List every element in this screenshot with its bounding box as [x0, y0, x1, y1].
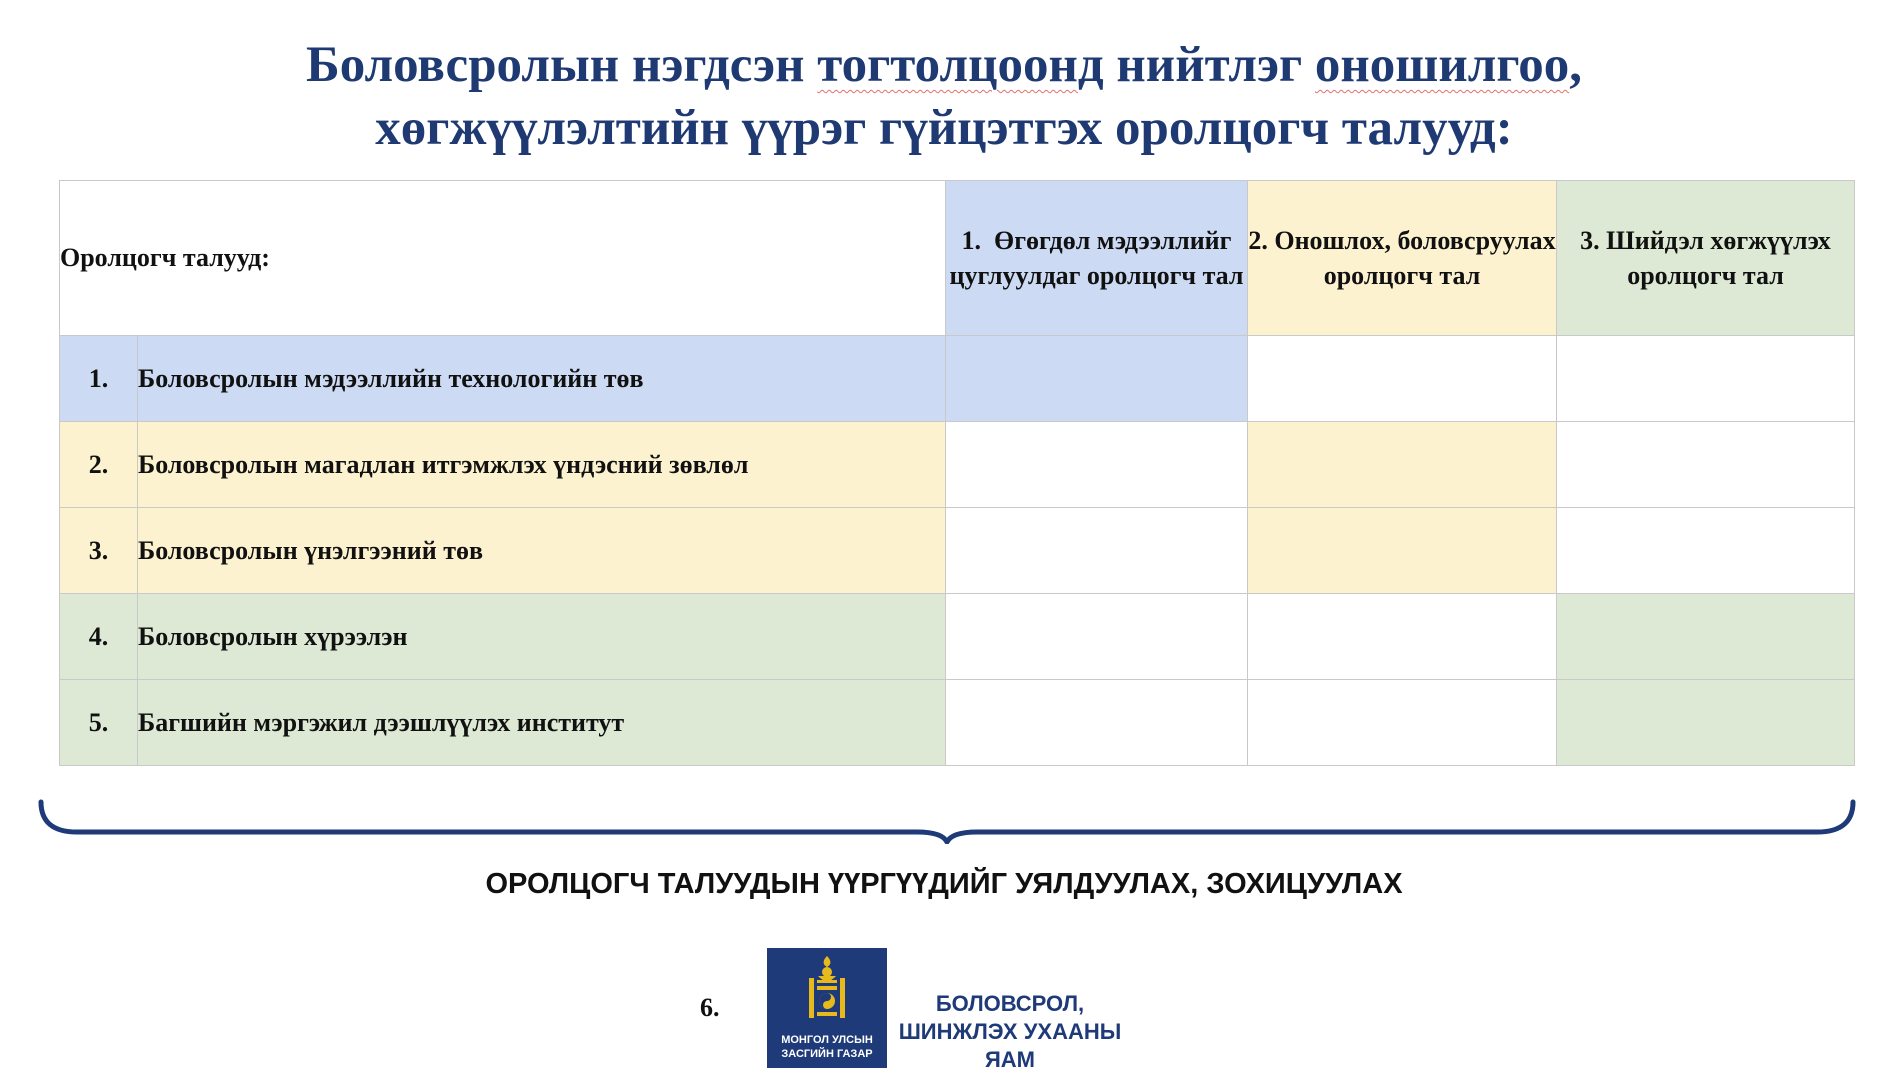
logo-caption-line-1: МОНГОЛ УЛСЫН — [781, 1034, 873, 1046]
cell — [1248, 422, 1557, 508]
table-row — [60, 422, 1855, 508]
column-header-2: 2. Оношлох, боловсруулах оролцогч тал — [1248, 181, 1557, 336]
table-row — [60, 508, 1855, 594]
page-number: 6. — [700, 993, 720, 1022]
ministry-name: БОЛОВСРОЛ, ШИНЖЛЭХ УХААНЫ ЯАМ — [898, 991, 1122, 1072]
cell — [1557, 680, 1855, 766]
stakeholder-table — [59, 180, 1855, 766]
row-name: Багшийн мэргэжил дээшлүүлэх институт — [138, 680, 946, 766]
row-name: Боловсролын үнэлгээний төв — [138, 508, 946, 594]
cell — [1557, 508, 1855, 594]
row-number: 4. — [60, 594, 138, 680]
row-number: 3. — [60, 508, 138, 594]
cell — [1248, 594, 1557, 680]
government-emblem-logo — [767, 948, 887, 1068]
curly-brace-icon — [37, 798, 1857, 844]
logo-caption-line-2: ЗАСГИЙН ГАЗАР — [781, 1048, 873, 1060]
table-row — [60, 336, 1855, 422]
row-number: 2. — [60, 422, 138, 508]
page-title — [0, 34, 1888, 160]
cell — [1557, 422, 1855, 508]
cell — [1557, 336, 1855, 422]
table-header-row — [60, 181, 1855, 336]
table-row — [60, 680, 1855, 766]
cell — [946, 336, 1248, 422]
cell — [946, 422, 1248, 508]
corner-label: Оролцогч талууд: — [60, 181, 946, 336]
column-header-1: 1. Өгөгдөл мэдээллийг цуглуулдаг оролцогч тал — [946, 181, 1248, 336]
row-name: Боловсролын магадлан итгэмжлэх үндэсний зөвлөл — [138, 422, 946, 508]
cell — [1557, 594, 1855, 680]
coordination-caption: ОРОЛЦОГЧ ТАЛУУДЫН ҮҮРГҮҮДИЙГ УЯЛДУУЛАХ, ЗОХИЦУУЛАХ — [485, 868, 1403, 900]
table-row — [60, 594, 1855, 680]
spellcheck-word: тогтолцоонд — [817, 37, 1104, 93]
cell — [1248, 336, 1557, 422]
row-name: Боловсролын мэдээллийн технологийн төв — [138, 336, 946, 422]
cell — [946, 594, 1248, 680]
row-name: Боловсролын хүрээлэн — [138, 594, 946, 680]
title-line-2: хөгжүүлэлтийн үүрэг гүйцэтгэх оролцогч талууд: — [375, 100, 1513, 156]
soyombo-icon — [805, 956, 849, 1022]
title-line-1: Боловсролын нэгдсэн тогтолцоонд нийтлэг оношилгоо, — [306, 37, 1582, 93]
row-number: 1. — [60, 336, 138, 422]
column-header-3: 3. Шийдэл хөгжүүлэх оролцогч тал — [1557, 181, 1855, 336]
cell — [1248, 508, 1557, 594]
cell — [1248, 680, 1557, 766]
row-number: 5. — [60, 680, 138, 766]
cell — [946, 680, 1248, 766]
spellcheck-word: оношилгоо — [1314, 37, 1570, 93]
cell — [946, 508, 1248, 594]
